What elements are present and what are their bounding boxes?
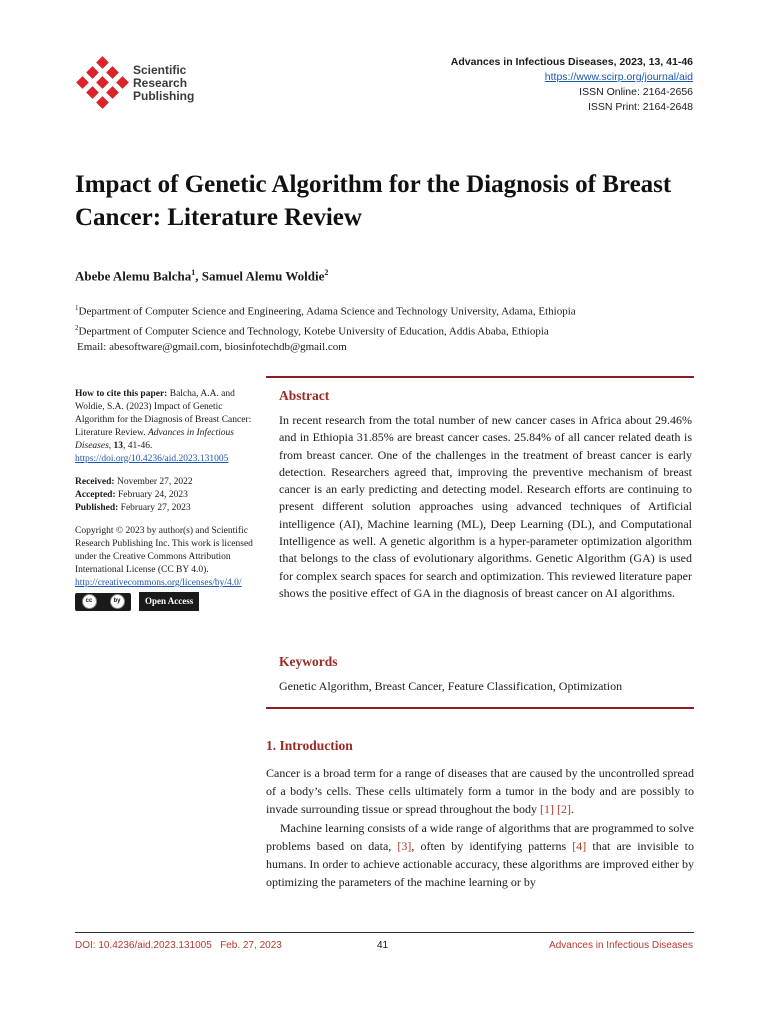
author-email: Email: abesoftware@gmail.com, biosinfotechdb@gmail.com	[77, 341, 347, 354]
attribution-icon: by	[110, 594, 125, 609]
dates	[75, 476, 263, 515]
publisher-name-line: Research	[133, 76, 188, 90]
journal-meta	[451, 55, 693, 115]
published-label: Published:	[75, 503, 119, 513]
how-to-cite: How to cite this paper: Balcha, A.A. and Woldie, S.A. (2023) Impact of Genetic Algorithm for the Diagnosis of Breast Cancer: Literature Review. Advances in Infectious Diseases, 13, 41-46. https://doi.org/10.4236/aid.2023.131005	[75, 389, 252, 464]
intro-paragraph: Cancer is a broad term for a range of diseases that are caused by the uncontrolled spread of a body’s cells. These cells ultimately form a tumor in the body and are possibly to invade surrounding tissue or spread throughout the body [1] [2].	[266, 766, 694, 817]
affiliation-sup: 1	[75, 304, 79, 312]
accepted-date: February 24, 2023	[118, 490, 188, 500]
issn-print: ISSN Print: 2164-2648	[587, 101, 693, 113]
open-access-badge: Open Access	[139, 592, 199, 611]
page-number: 41	[377, 940, 389, 951]
author-sup: 2	[324, 268, 329, 277]
cite-pages: 41-46.	[127, 441, 153, 451]
author-list: Abebe Alemu Balcha$^1$, Samuel Alemu Woldie$^2$	[75, 268, 329, 284]
citation-ref[interactable]: [2]	[556, 802, 571, 817]
footer-date: Feb. 27, 2023	[220, 940, 282, 951]
citation-ref[interactable]: [3]	[397, 838, 412, 853]
intro-text: , often by identifying patterns	[411, 838, 567, 853]
citation-ref[interactable]: [1]	[539, 802, 554, 817]
affiliations	[75, 300, 576, 355]
diamond-pattern-icon	[76, 56, 132, 112]
author-name: Abebe Alemu Balcha	[75, 268, 192, 284]
abstract-heading: Abstract	[279, 388, 330, 403]
doi-link[interactable]: https://doi.org/10.4236/aid.2023.131005	[75, 454, 229, 464]
abstract-bottom-rule	[266, 707, 694, 709]
cc-by-badge[interactable]	[75, 593, 131, 611]
affiliation-line	[75, 320, 576, 340]
copyright-text: Copyright © 2023 by author(s) and Scientific Research Publishing Inc. This work is licensed under the Creative Commons Attribution International License (CC BY 4.0).	[75, 526, 253, 575]
keywords-text: Genetic Algorithm, Breast Cancer, Feature Classification, Optimization	[279, 679, 623, 693]
cite-text: Balcha, A.A. and Woldie, S.A. (2023) Impact of Genetic Algorithm for the Diagnosis of Breast Cancer: Literature Review.	[75, 389, 252, 438]
intro-text: that are invisible to humans. In order to achieve actionable accuracy, these algorithms are improved either by optimizing the parameters of the machine learning or by	[266, 838, 694, 890]
article-info-sidebar	[75, 388, 263, 611]
keywords-heading: Keywords	[279, 654, 338, 669]
license-badges	[75, 592, 263, 611]
citation-ref[interactable]: [4]	[572, 838, 587, 853]
abstract-text: In recent research from the total number of new cancer cases in Africa about 29.46% and in Ethiopia 31.85% are breast cancer cases. 25.84% of all cancer related death is from breast cancer. One of the challenges in the treatment of breast cancer is early detection. Researchers agreed that, improving the preventive mechanism of breast cancer is an early predicting and detecting model. Research efforts are continuing to present different solution approaches using advanced techniques of Artificial intelligence (AI), Machine learning (ML), Deep Learning (DL), and Computational Intelligence as well. A genetic algorithm is a hyper-parameter optimization algorithm that belongs to the class of evolutionary algorithms. Genetic Algorithm (GA) is used for complex search spaces for search and optimization. This reviewed literature paper shows the positive effect of GA in the diagnosis of breast cancer on AI algorithms.	[279, 413, 692, 600]
author-name: Samuel Alemu Woldie	[201, 268, 325, 284]
publisher-name-line: Scientific	[133, 63, 187, 77]
license-link[interactable]: http://creativecommons.org/licenses/by/4.0/	[75, 578, 242, 588]
footer-journal: Advances in Infectious Diseases	[549, 940, 693, 951]
publisher-name	[133, 64, 194, 103]
affiliation-sup: 2	[75, 323, 79, 332]
footer-doi-date	[75, 940, 282, 951]
introduction-body	[266, 764, 694, 891]
accepted-label: Accepted:	[75, 490, 116, 500]
footer-doi: DOI: 10.4236/aid.2023.131005	[75, 940, 212, 951]
abstract-top-rule	[266, 376, 694, 378]
journal-citation: Advances in Infectious Diseases, 2023, 13, 41-46	[450, 56, 693, 68]
copyright-block	[75, 525, 263, 611]
creative-commons-icon: cc	[82, 594, 97, 609]
cite-journal: Advances in Infectious Diseases	[75, 428, 234, 451]
journal-url-link[interactable]: https://www.scirp.org/journal/aid	[544, 71, 693, 83]
affiliation-text: Department of Computer Science and Technology, Kotebe University of Education, Addis Ababa, Ethiopia	[78, 325, 549, 338]
cite-volume: 13	[113, 441, 124, 451]
publisher-logo-mark	[76, 56, 132, 112]
published-date: February 27, 2023	[120, 503, 191, 513]
author-sup: 1	[191, 268, 196, 277]
received-label: Received:	[75, 477, 115, 487]
affiliation-text: Department of Computer Science and Engineering, Adama Science and Technology University, Adama, Ethiopia	[78, 305, 576, 318]
received-date: November 27, 2022	[116, 477, 193, 487]
publisher-name-line: Publishing	[133, 89, 195, 103]
intro-text: Cancer is a broad term for a range of diseases that are caused by the uncontrolled spread of a body’s cells. These cells ultimately form a tumor in the body and are possibly to invade surrounding tissue or spread throughout the body	[266, 766, 694, 817]
footer-rule	[75, 932, 694, 933]
introduction-heading: 1. Introduction	[266, 738, 353, 753]
article-title: Impact of Genetic Algorithm for the Diagnosis of Breast Cancer: Literature Review	[75, 171, 672, 231]
intro-paragraph	[266, 819, 694, 892]
cite-label: How to cite this paper:	[75, 389, 168, 399]
intro-text: Machine learning consists of a wide range of algorithms that are programmed to solve problems based on data,	[266, 820, 694, 853]
issn-online: ISSN Online: 2164-2656	[579, 86, 693, 98]
affiliation-line	[75, 300, 576, 320]
